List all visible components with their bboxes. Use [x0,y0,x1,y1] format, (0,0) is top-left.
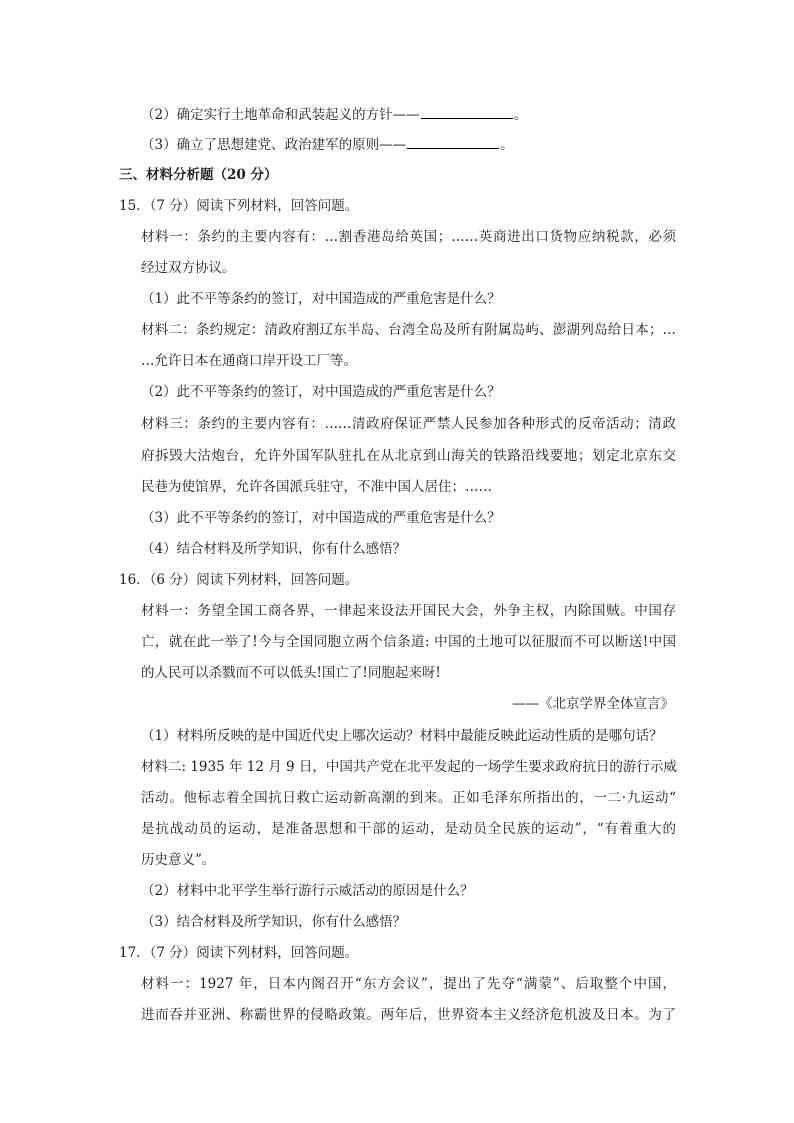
q15-material-2-line-1: 材料二：条约规定：清政府割辽东半岛、台湾全岛及所有附属岛屿、澎湖列岛给日本；… [141,322,676,338]
q17-material-1-line-2: 进而吞并亚洲、称霸世界的侵略政策。两年后，世界资本主义经济危机波及日本。为了 [141,1007,676,1023]
item-3-text: （3）确立了思想建党、政治建军的原则—— [141,137,407,153]
q16-sub-question-2: （2）材料中北平学生举行游行示威活动的原因是什么？ [141,883,474,899]
q15-sub-question-3: （3）此不平等条约的签订，对中国造成的严重危害是什么？ [141,510,501,526]
section-three-heading: 三、材料分析题（20 分） [119,167,278,183]
q16-source-citation: ——《北京学界全体宣言》 [512,696,674,712]
q15-material-2-line-2: …允许日本在通商口岸开设工厂等。 [141,353,357,369]
q15-sub-question-2: （2）此不平等条约的签订，对中国造成的严重危害是什么？ [141,384,501,400]
q15-sub-question-1: （1）此不平等条约的签订，对中国造成的严重危害是什么？ [141,291,501,307]
answer-blank-3[interactable] [407,134,499,149]
q15-material-1-line-2: 经过双方协议。 [141,260,236,276]
q16-sub-question-1: （1）材料所反映的是中国近代史上哪次运动？材料中最能反映此运动性质的是哪句话？ [141,728,663,744]
q16-material-2-line-2: 活动。他标志着全国抗日救亡运动新高潮的到来。正如毛泽东所指出的，一二·九运动“ [141,790,676,806]
q16-material-1-line-2: 亡，就在此一举了!今与全国同胞立两个信条道: 中国的土地可以征服而不可以断送!中国 [141,634,676,650]
answer-blank-2[interactable] [421,104,513,119]
q16-material-2-line-1: 材料二: 1935 年 12 月 9 日，中国共产党在北平发起的一场学生要求政府抗日的游行示威 [141,759,677,775]
q15-material-3-line-1: 材料三：条约的主要内容有：……清政府保证严禁人民参加各种形式的反帝活动；清政 [141,416,676,432]
q16-material-1-line-3: 的人民可以杀戮而不可以低头!国亡了!同胞起来呀! [141,665,441,681]
q15-material-1-line-1: 材料一：条约的主要内容有：…割香港岛给英国；……英商进出口货物应纳税款，必须 [141,229,676,245]
q16-stem: 16．（6 分）阅读下列材料，回答问题。 [119,572,359,588]
q16-sub-question-3: （3）结合材料及所学知识，你有什么感悟？ [141,914,407,930]
fill-blank-item-2 [141,104,527,125]
q16-material-2-line-4: 历史意义”。 [141,852,216,868]
q16-material-2-line-3: 是抗战动员的运动，是准备思想和干部的运动，是动员全民族的运动”，“有着重大的 [141,821,676,837]
q17-material-1-line-1: 材料一：1927 年，日本内阁召开“东方会议”，提出了先夺“满蒙”、后取整个中国， [141,976,676,992]
item-2-text: （2）确定实行土地革命和武装起义的方针—— [141,107,420,123]
item-2-end: 。 [513,107,528,123]
fill-blank-item-3 [141,134,514,155]
item-3-end: 。 [500,137,514,153]
q15-material-3-line-2: 府拆毁大沽炮台，允许外国军队驻扎在从北京到山海关的铁路沿线要地；划定北京东交 [141,448,676,464]
q15-sub-question-4: （4）结合材料及所学知识，你有什么感悟？ [141,541,407,557]
q15-material-3-line-3: 民巷为使馆界，允许各国派兵驻守，不准中国人居住；…… [141,479,492,495]
q16-material-1-line-1: 材料一：务望全国工商各界，一律起来设法开国民大会，外争主权，内除国贼。中国存 [141,603,676,619]
q17-stem: 17．（7 分）阅读下列材料，回答问题。 [119,945,359,961]
q15-stem: 15．（7 分）阅读下列材料，回答问题。 [119,198,359,214]
